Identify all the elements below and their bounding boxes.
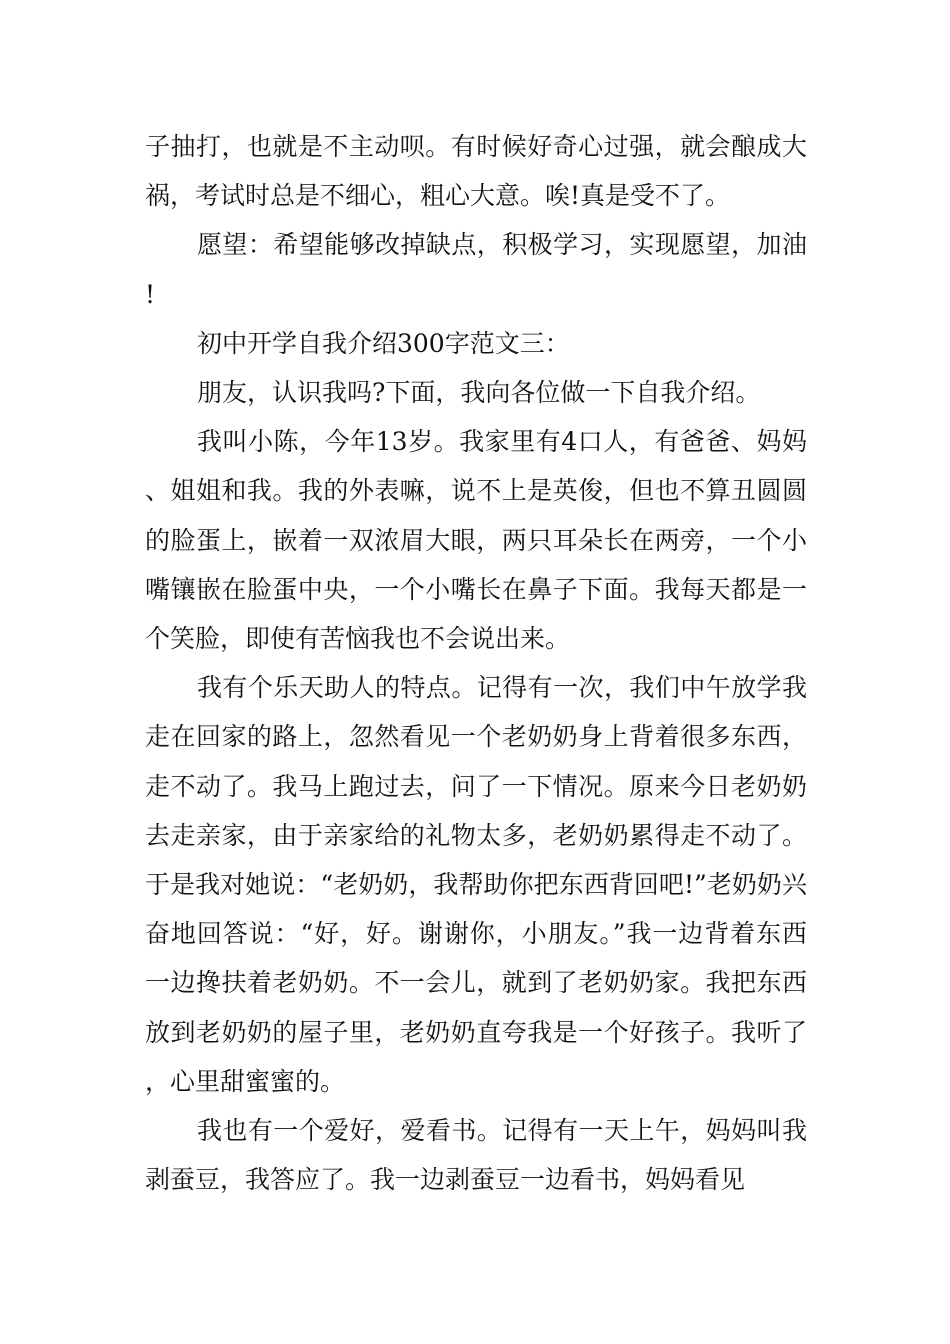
paragraph-hobby: 我也有一个爱好，爱看书。记得有一天上午，妈妈叫我剥蚕豆，我答应了。我一边剥蚕豆一边看书，妈妈看见: [145, 1116, 807, 1195]
paragraph-appearance: 我叫小陈，今年13岁。我家里有4口人，有爸爸、妈妈、姐姐和我。我的外表嘛，说不上是英俊，但也不算丑圆圆的脸蛋上，嵌着一双浓眉大眼，两只耳朵长在两旁，一个小嘴镶嵌在脸蛋中央，一个小嘴长在鼻子下面。我每天都是一个笑脸，即使有苦恼我也不会说出来。: [145, 427, 807, 654]
paragraph-helping-story: 我有个乐天助人的特点。记得有一次，我们中午放学我走在回家的路上，忽然看见一个老奶奶身上背着很多东西，走不动了。我马上跑过去，问了一下情况。原来今日老奶奶去走亲家，由于亲家给的礼物太多，老奶奶累得走不动了。于是我对她说：“老奶奶，我帮助你把东西背回吧!”老奶奶兴奋地回答说：“好，好。谢谢你，小朋友。”我一边背着东西一边搀扶着老奶奶。不一会儿，就到了老奶奶家。我把东西放到老奶奶的屋子里，老奶奶直夸我是一个好孩子。我听了，心里甜蜜蜜的。: [145, 673, 807, 1096]
section-heading: 初中开学自我介绍300字范文三：: [197, 328, 570, 358]
paragraph-wish: 愿望：希望能够改掉缺点，积极学习，实现愿望，加油!: [145, 230, 807, 309]
paragraph-greeting: 朋友，认识我吗?下面，我向各位做一下自我介绍。: [197, 378, 761, 408]
document-page: [145, 122, 807, 1204]
paragraph-continuation: 子抽打，也就是不主动呗。有时候好奇心过强，就会酿成大祸，考试时总是不细心，粗心大意。唉!真是受不了。: [145, 132, 807, 211]
